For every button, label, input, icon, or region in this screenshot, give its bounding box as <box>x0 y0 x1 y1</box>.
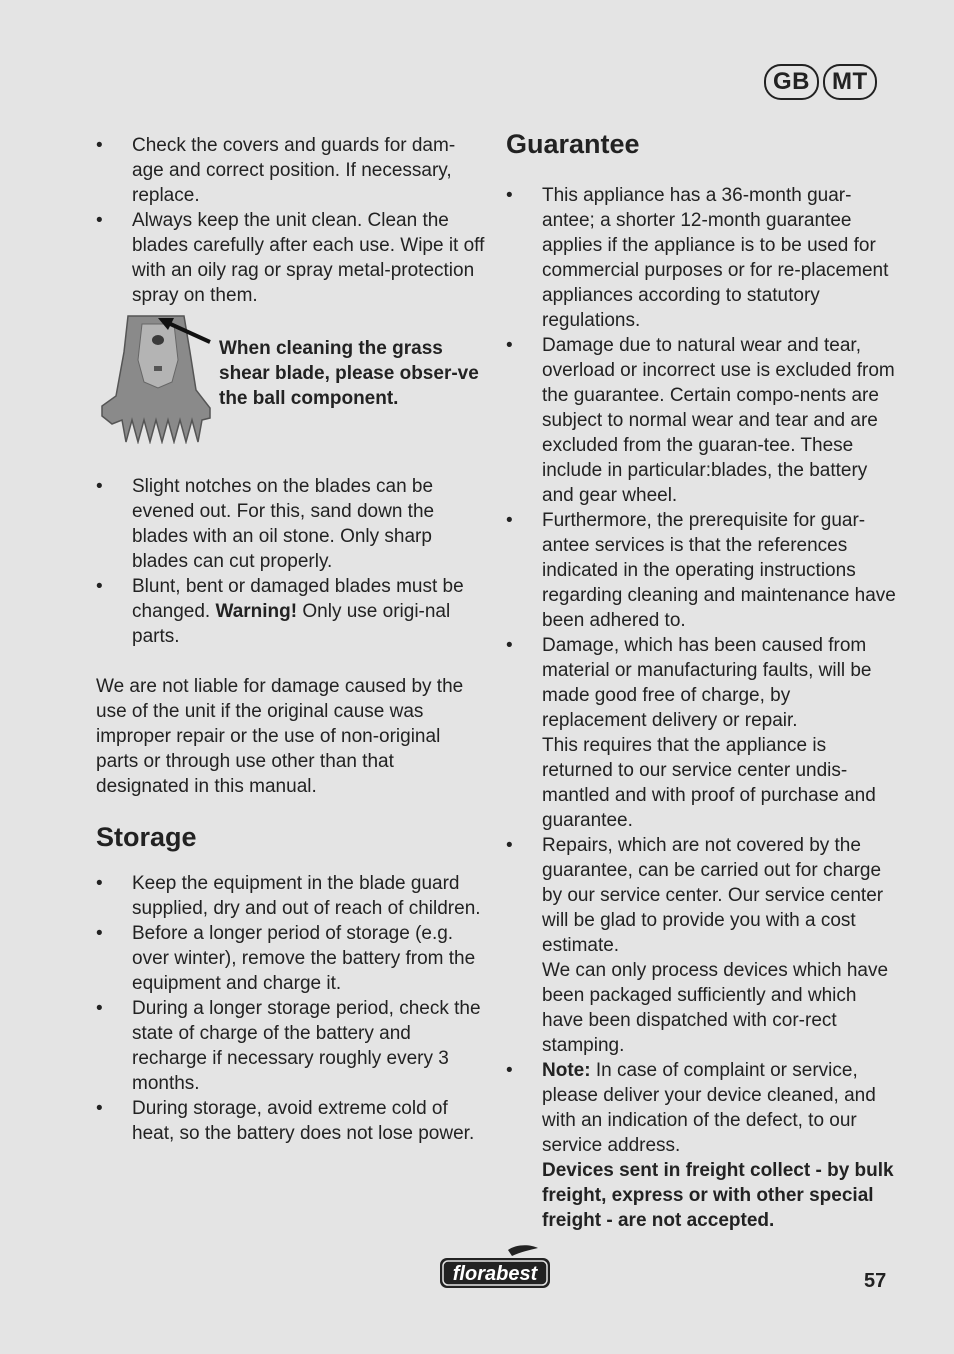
storage-heading: Storage <box>96 822 197 852</box>
blunt-text-post: Only use origi-nal parts. <box>132 601 451 647</box>
note-text: In case of complaint or service, please deliver your device cleaned, and with an indication of the defect, to our service address. <box>542 1060 876 1156</box>
maintenance-list <box>96 133 486 308</box>
language-badges <box>764 64 877 100</box>
list-item: • During storage, avoid extreme cold of heat, so the battery does not lose power. <box>96 1096 486 1146</box>
logo-text: florabest <box>452 1263 538 1285</box>
blade-figure <box>96 312 486 474</box>
list-item: • Keep the equipment in the blade guard supplied, dry and out of reach of children. <box>96 871 486 921</box>
language-badge-mt: MT <box>823 64 877 100</box>
list-item <box>506 633 896 833</box>
guarantee-heading: Guarantee <box>506 129 640 159</box>
florabest-logo <box>438 1244 552 1295</box>
blunt-text-pre: Blunt, bent or damaged blades must be changed. <box>132 576 464 622</box>
list-item <box>506 1058 896 1233</box>
list-item: • During a longer storage period, check the state of charge of the battery and recharge if necessary roughly every 3 months. <box>96 996 486 1096</box>
guarantee-list <box>506 183 896 1233</box>
warning-label: Warning! <box>215 601 298 622</box>
list-item: • Always keep the unit clean. Clean the blades carefully after each use. Wipe it off with an oily rag or spray metal-protection spray on them. <box>96 208 486 308</box>
damage-text: Damage, which has been caused from material or manufacturing faults, will be made good free of charge, by replacement delivery or repair. <box>542 635 872 731</box>
list-item <box>96 574 486 649</box>
list-item <box>506 833 896 1058</box>
list-item: • Damage due to natural wear and tear, overload or incorrect use is excluded from the guarantee. Certain compo-nents are subject to normal wear and tear and are excluded from the guaran-tee. These include in particular:blades, the battery and gear wheel. <box>506 333 896 508</box>
repairs-extra: We can only process devices which have been packaged sufficiently and which have been dispatched with cor-rect stamping. <box>542 960 889 1056</box>
storage-list <box>96 871 486 1146</box>
figure-caption: When cleaning the grass shear blade, please obser-ve the ball component. <box>219 338 479 409</box>
note-bold-text: Devices sent in freight collect - by bulk freight, express or with other special freight - are not accepted. <box>542 1160 894 1231</box>
damage-extra: This requires that the appliance is returned to our service center undis-mantled and with proof of purchase and guarantee. <box>542 735 876 831</box>
list-item: • Furthermore, the prerequisite for guar-antee services is that the references indicated in the operating instructions regarding cleaning and maintenance have been adhered to. <box>506 508 896 633</box>
list-item: • Check the covers and guards for dam-age and correct position. If necessary, replace. <box>96 133 486 208</box>
logo-mark <box>438 1244 552 1290</box>
page-number: 57 <box>864 1270 887 1292</box>
right-column <box>506 128 896 1233</box>
note-label: Note: <box>542 1060 591 1081</box>
repairs-text: Repairs, which are not covered by the guarantee, can be carried out for charge by our service center. Our service center will be glad to provide you with a cost estimate. <box>542 835 884 956</box>
list-item: • Before a longer period of storage (e.g. over winter), remove the battery from the equipment and charge it. <box>96 921 486 996</box>
language-badge-gb: GB <box>764 64 819 100</box>
list-item: • This appliance has a 36-month guar-antee; a shorter 12-month guarantee applies if the appliance is to be used for commercial purposes or for re-placement appliances according to statutory regulations. <box>506 183 896 333</box>
blade-care-list <box>96 474 486 649</box>
left-column <box>96 133 486 1146</box>
list-item: • Slight notches on the blades can be evened out. For this, sand down the blades with an oil stone. Only sharp blades can cut properly. <box>96 474 486 574</box>
liability-paragraph: We are not liable for damage caused by the use of the unit if the original cause was improper repair or the use of non-original parts or through use other than that designated in this manual. <box>96 676 464 797</box>
grass-shear-blade-illustration <box>98 312 214 444</box>
